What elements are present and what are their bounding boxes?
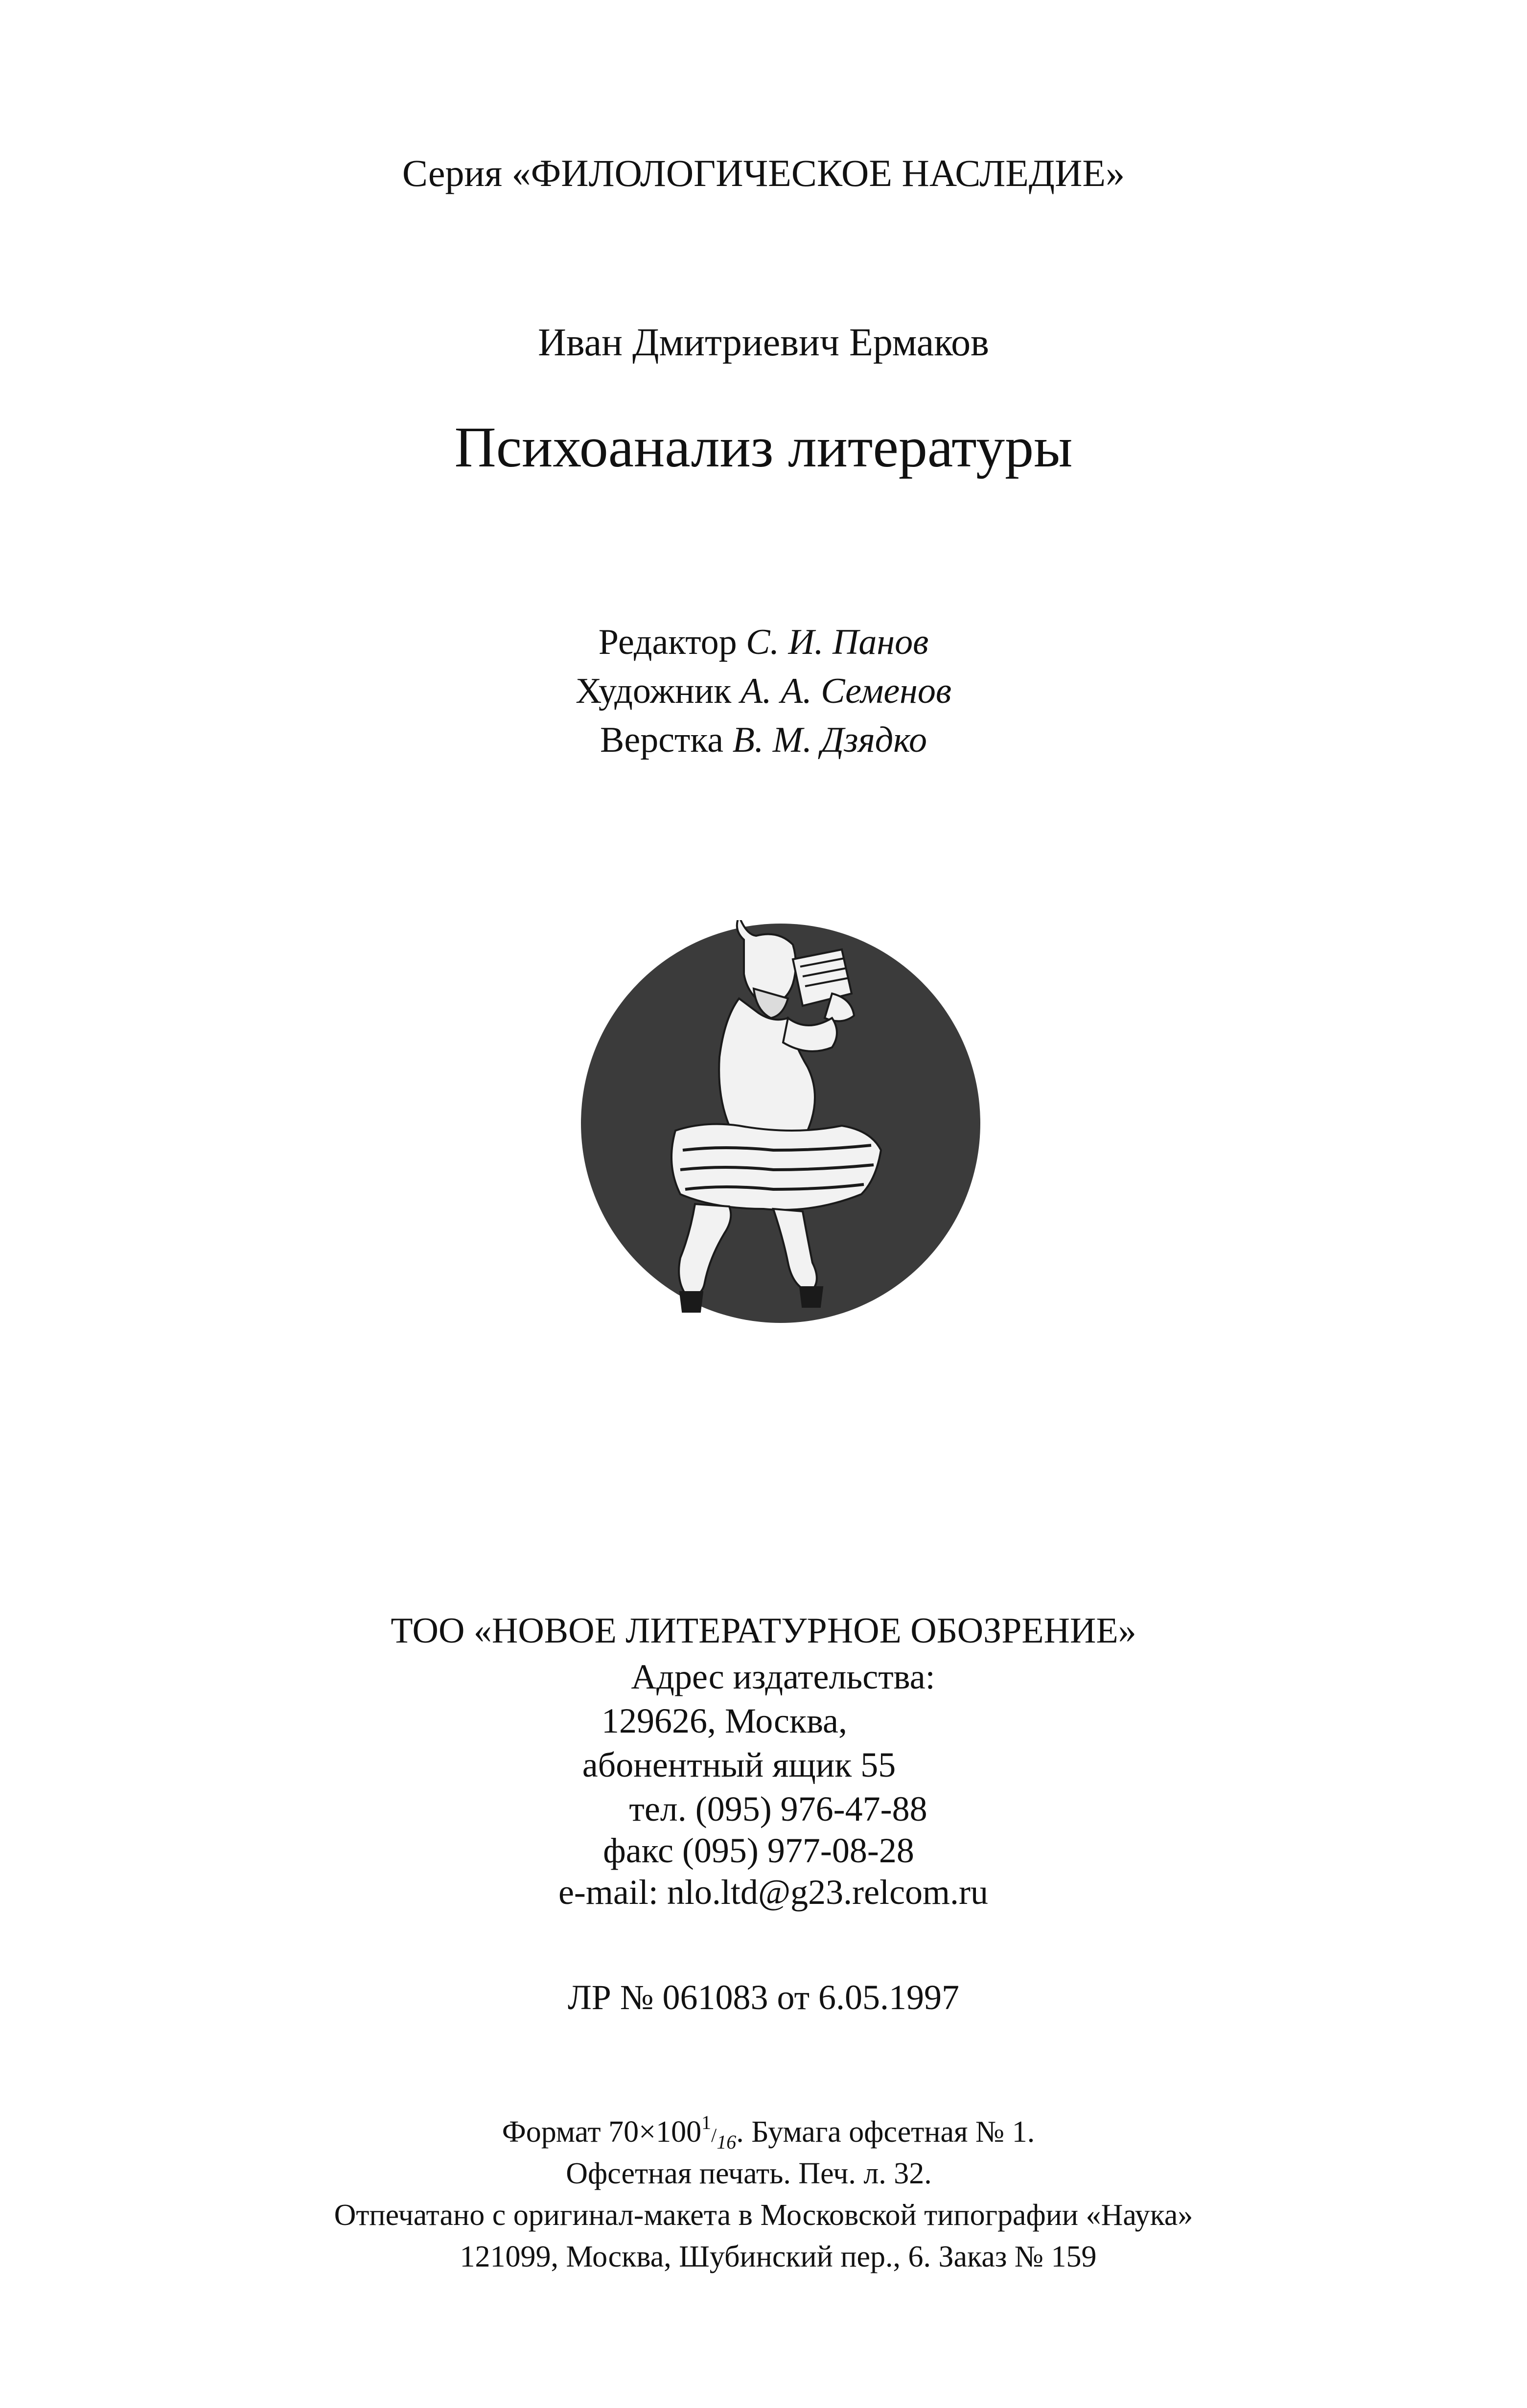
book-title: Психоанализ литературы	[454, 415, 1073, 479]
license-number: ЛР № 061083 от 6.05.1997	[567, 1978, 960, 2017]
imprint-print: Офсетная печать. Печ. л. 32.	[566, 2157, 932, 2190]
credit-role: Художник	[575, 671, 732, 711]
format-denominator: 16	[717, 2131, 737, 2153]
publisher-email: e-mail: nlo.ltd@g23.relcom.ru	[558, 1873, 989, 1912]
format-numerator: 1	[701, 2111, 712, 2133]
imprint-format	[5, 2111, 1527, 2153]
credit-person: С. И. Панов	[746, 622, 929, 662]
imprint-printed-at: Отпечатано с оригинал-макета в Московской типографии «Наука»	[334, 2199, 1193, 2232]
publisher-phone: тел. (095) 976-47-88	[629, 1789, 927, 1829]
credit-editor	[0, 624, 1527, 660]
publisher-postal: 129626, Москва,	[602, 1701, 847, 1740]
author-name: Иван Дмитриевич Ермаков	[538, 321, 989, 364]
credit-artist	[0, 673, 1527, 709]
publisher-address-label: Адрес издательства:	[631, 1657, 935, 1696]
format-suffix: . Бумага офсетная № 1.	[736, 2115, 1035, 2149]
credit-role: Верстка	[600, 720, 724, 760]
publisher-box: абонентный ящик 55	[582, 1745, 896, 1784]
credit-role: Редактор	[598, 622, 737, 662]
format-fraction: 1/16	[701, 2111, 737, 2153]
credit-person: В. М. Дзядко	[732, 720, 927, 760]
series-title: Серия «ФИЛОЛОГИЧЕСКОЕ НАСЛЕДИЕ»	[402, 152, 1125, 194]
publisher-name: ТОО «НОВОЕ ЛИТЕРАТУРНОЕ ОБОЗРЕНИЕ»	[391, 1611, 1136, 1651]
publisher-fax: факс (095) 977-08-28	[603, 1831, 914, 1870]
format-prefix: Формат 70×100	[502, 2115, 702, 2149]
credit-person: А. А. Семенов	[740, 671, 952, 711]
satyr-emblem-icon	[578, 920, 984, 1326]
imprint-address: 121099, Москва, Шубинский пер., 6. Заказ № 159	[460, 2240, 1097, 2273]
credit-layout	[0, 722, 1527, 758]
